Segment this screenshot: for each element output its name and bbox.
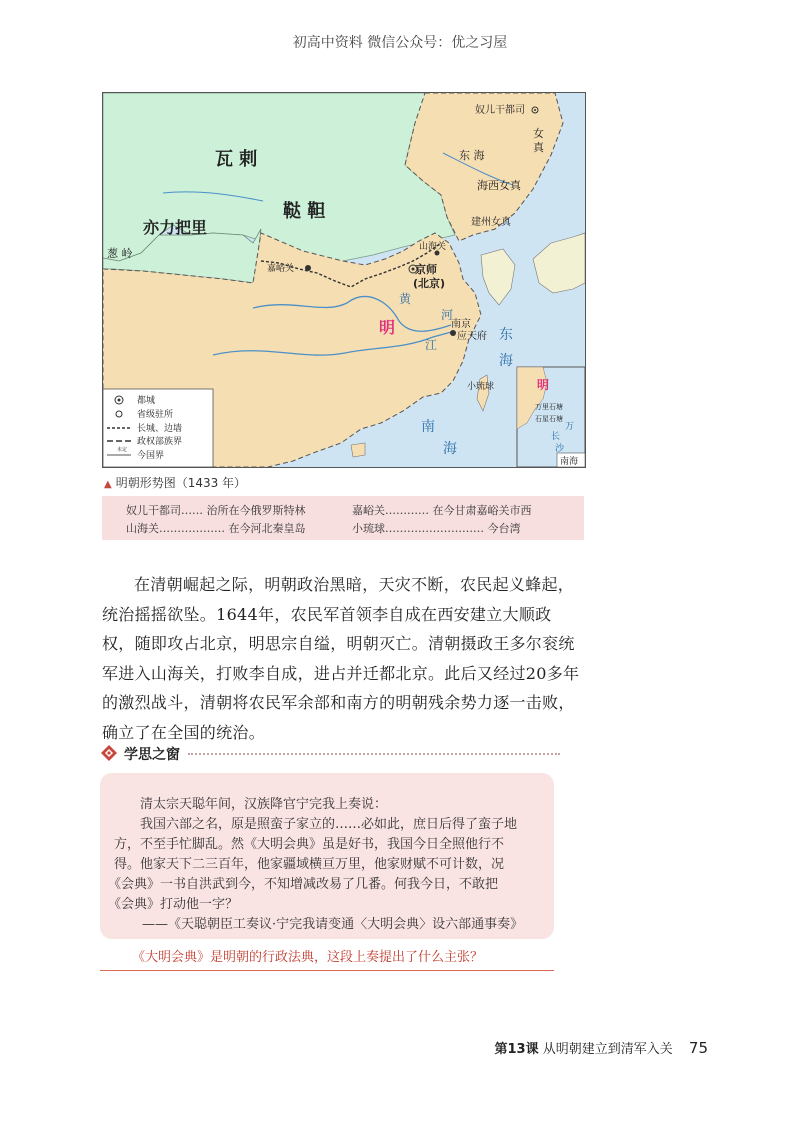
label-nanjing: 南京 (451, 319, 471, 330)
quote-line: 得。他家天下二三百年，他家疆域横亘万里，他家财赋不可计数，况 (114, 857, 505, 872)
label-he: 河 (441, 308, 454, 322)
caption-text: 明朝形势图（1433 年） (115, 476, 247, 490)
quote-source: ——《天聪朝臣工奏议·宁完我请变通〈大明会典〉设六部通事奏》 (142, 917, 524, 932)
label-hai-east: 海 (499, 353, 513, 369)
label-xiaoliuqiu: 小琉球 (467, 382, 495, 392)
lesson-number: 第13课 (494, 1042, 539, 1057)
jiayuguan-marker (305, 265, 311, 271)
label-jianzhou: 建州女真 (471, 217, 511, 228)
legend-label-1: 省级驻所 (137, 410, 174, 420)
label-shanhaiguan: 山海关 (419, 242, 447, 252)
ming-dynasty-map (102, 92, 586, 468)
legend-label-0: 都城 (137, 396, 156, 406)
label-yingtianfu: 应天府 (457, 331, 487, 342)
label-ming: 明 (379, 318, 396, 337)
nanjing-marker (450, 330, 456, 336)
legend-label-4: 今国界 (137, 451, 165, 461)
quote-line: 《会典》一书自洪武到今，不知增减改易了几番。何我今日，不敢把 (108, 877, 499, 892)
map-notes-box (102, 496, 584, 540)
note-item: 山海关……………… 在今河北秦皇岛 (126, 522, 306, 535)
label-jiang: 江 (425, 338, 438, 352)
lesson-title: 从明朝建立到清军入关 (542, 1042, 673, 1057)
triangle-icon: ▲ (104, 479, 112, 490)
inset-label-nanhai: 南海 (560, 457, 579, 467)
label-nuzhen-2: 真 (533, 141, 544, 154)
quote-line: 《会典》打动他一字？ (108, 897, 239, 912)
north-region (103, 93, 455, 263)
inset-label-wanli: 万里石塘 (535, 403, 563, 411)
label-hai-south: 海 (443, 441, 457, 457)
quote-box (100, 773, 554, 939)
inset-label-ming: 明 (537, 378, 550, 392)
legend-label-3: 政权部族界 (137, 437, 183, 447)
label-huang: 黄 (399, 292, 412, 306)
legend-label-2: 长城、边墙 (137, 424, 183, 434)
label-dong: 东 (499, 327, 513, 343)
note-item: 小琉球……………………… 今台湾 (352, 522, 521, 535)
label-haixi: 海西女真 (477, 179, 521, 192)
inset-label-shixing: 石星石塘 (535, 415, 563, 423)
quote-line: 我国六部之名，原是照蛮子家立的……必如此，庶日后得了蛮子地 (140, 817, 518, 832)
label-nuzhen-1: 女 (533, 127, 544, 140)
label-jiayuguan: 嘉峪关 (267, 264, 295, 274)
quote-line: 方，不至手忙脚乱。然《大明会典》虽是好书，我国今日全照他行不 (114, 837, 505, 852)
label-beijing: (北京) (413, 277, 446, 290)
map-caption (104, 474, 246, 491)
diamond-icon (100, 744, 118, 762)
paragraph-text: 在清朝崛起之际，明朝政治黑暗，天灾不断，农民起义蜂起，统治摇摇欲坠。1644年，农民军首领李自成在西安建立大顺政权，随即攻占北京，明思宗自缢，明朝灭亡。清朝摄政王多尔衮统军进入山海关，打败李自成，进占并迁都北京。此后又经过20多年的激烈战斗，清朝将农民军余部和南方的明朝残余势力逐一击败，确立了在全国的统治。 (102, 575, 580, 742)
label-nuergan: 奴儿干都司 (475, 105, 525, 116)
page-number: 75 (688, 1039, 708, 1057)
inset-label-chang: 长 (551, 432, 561, 442)
label-dada: 鞑 靼 (283, 201, 326, 222)
inset-label-sha: 沙 (555, 444, 565, 454)
question-rule (100, 970, 554, 971)
label-yilibali: 亦力把里 (143, 218, 208, 237)
legend-tag: 未定 (117, 447, 128, 453)
question-text: 《大明会典》是明朝的行政法典，这段上奏提出了什么主张？ (132, 950, 484, 965)
note-item: 奴儿干都司…… 治所在今俄罗斯特林 (126, 504, 306, 517)
label-congling: 葱 岭 (107, 247, 133, 260)
note-item: 嘉峪关………… 在今甘肃嘉峪关市西 (352, 504, 532, 517)
body-paragraph (102, 570, 584, 747)
hainan-island (351, 443, 365, 457)
section-title: 学思之窗 (124, 747, 180, 763)
label-donghai: 东 海 (459, 149, 485, 162)
page-footer (495, 1038, 708, 1057)
dotted-divider (188, 753, 560, 755)
label-nan: 南 (421, 419, 435, 435)
label-jingshi: 京师 (415, 263, 437, 276)
inset-label-wan: 万 (565, 422, 575, 432)
quote-line: 清太宗天聪年间，汉族降官宁完我上奏说： (140, 797, 388, 812)
page-header: 初高中资料 微信公众号：优之习屋 (292, 35, 508, 51)
section-header (100, 744, 560, 762)
label-wala: 瓦 剌 (215, 149, 258, 170)
